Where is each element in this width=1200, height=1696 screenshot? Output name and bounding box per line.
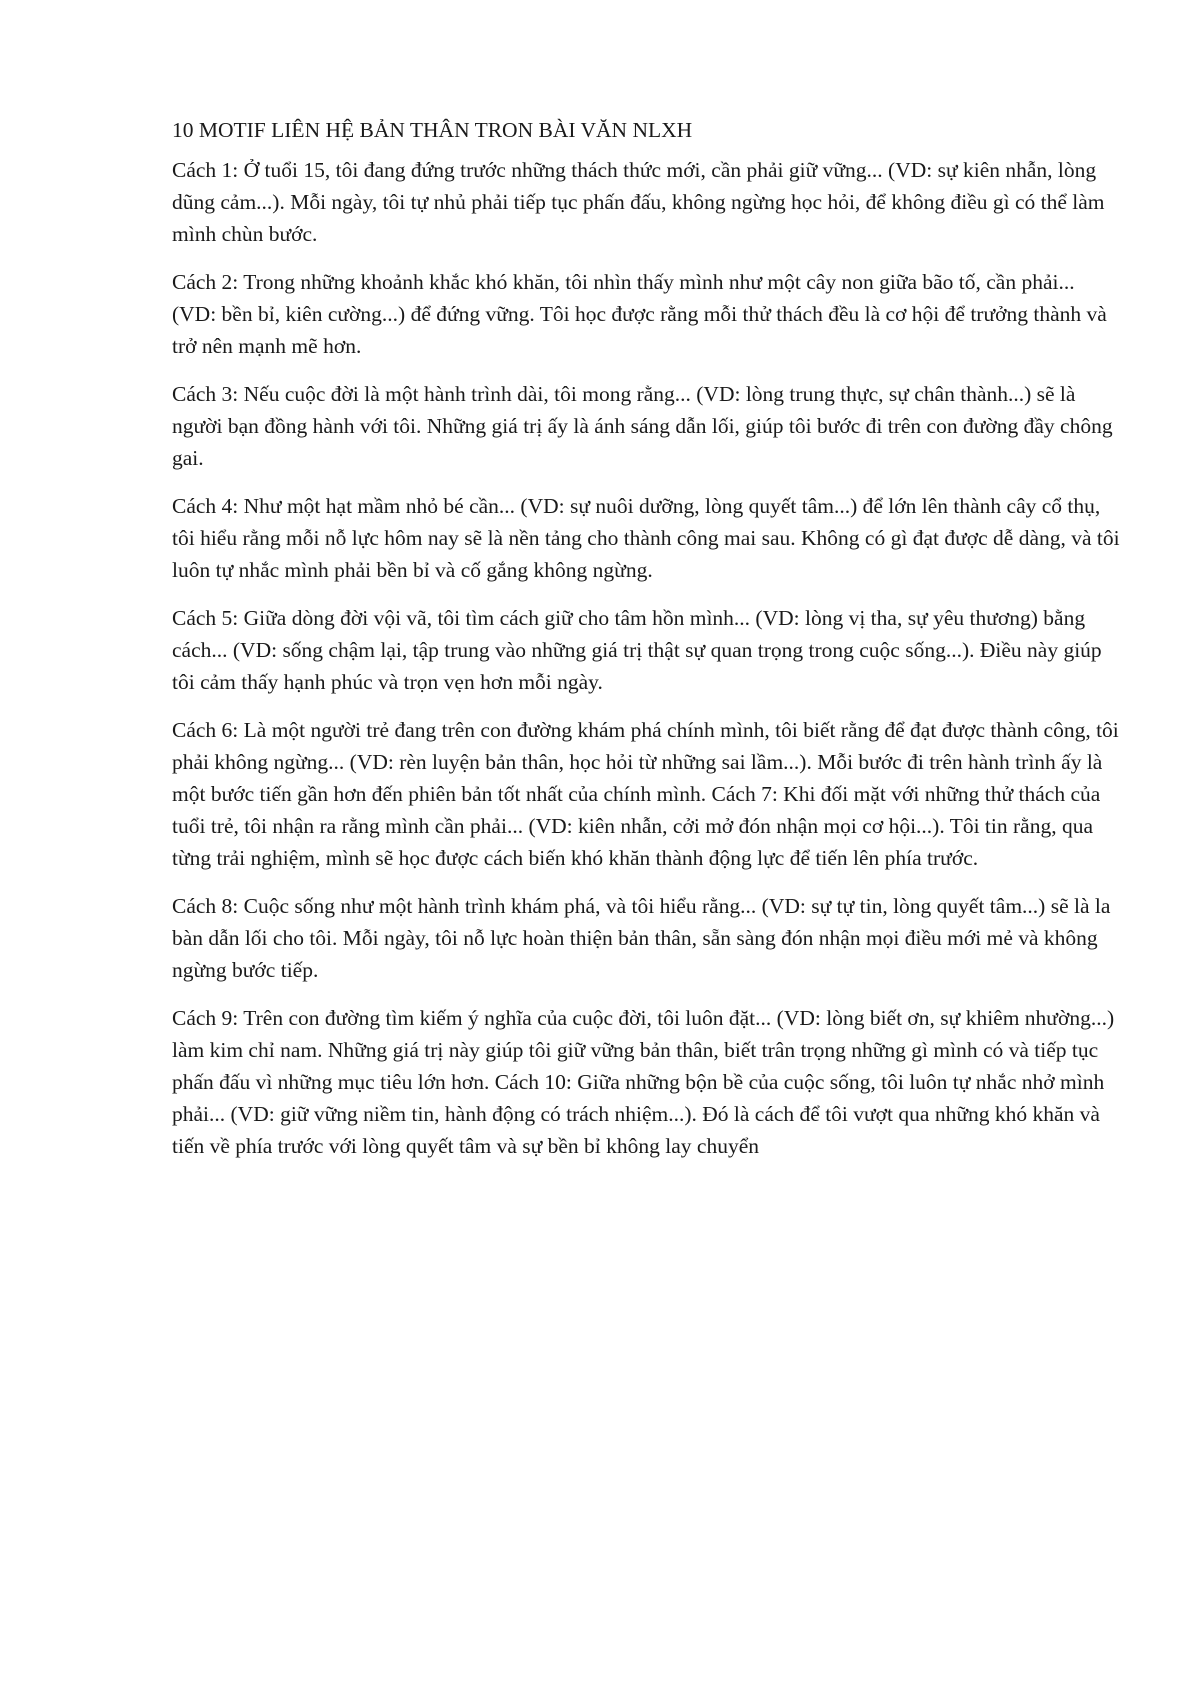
paragraph-cach-3: Cách 3: Nếu cuộc đời là một hành trình dài, tôi mong rằng... (VD: lòng trung thực, sự chân thành...) sẽ là người bạn đồng hành với tôi. Những giá trị ấy là ánh sáng dẫn lối, giúp tôi bước đi trên con đường đầy chông gai. — [172, 382, 1113, 470]
paragraph-cach-5: Cách 5: Giữa dòng đời vội vã, tôi tìm cách giữ cho tâm hồn mình... (VD: lòng vị tha, sự yêu thương) bằng cách... (VD: sống chậm lại, tập trung vào những giá trị thật sự quan trọng trong cuộc sống...). Điều này giúp tôi cảm thấy hạnh phúc và trọn vẹn hơn mỗi ngày. — [172, 606, 1102, 694]
paragraph-cach-4: Cách 4: Như một hạt mầm nhỏ bé cần... (VD: sự nuôi dưỡng, lòng quyết tâm...) để lớn lên thành cây cổ thụ, tôi hiểu rằng mỗi nỗ lực hôm nay sẽ là nền tảng cho thành công mai sau. Không có gì đạt được dễ dàng, và tôi luôn tự nhắc mình phải bền bỉ và cố gắng không ngừng. — [172, 494, 1120, 582]
paragraph-cach-6-7: Cách 6: Là một người trẻ đang trên con đường khám phá chính mình, tôi biết rằng để đạt được thành công, tôi phải không ngừng... (VD: rèn luyện bản thân, học hỏi từ những sai lầm...). Mỗi bước đi trên hành trình ấy là một bước tiến gần hơn đến phiên bản tốt nhất của chính mình. Cách 7: Khi đối mặt với những thử thách của tuổi trẻ, tôi nhận ra rằng mình cần phải... (VD: kiên nhẫn, cởi mở đón nhận mọi cơ hội...). Tôi tin rằng, qua từng trải nghiệm, mình sẽ học được cách biến khó khăn thành động lực để tiến lên phía trước. — [172, 718, 1119, 870]
document-title: 10 MOTIF LIÊN HỆ BẢN THÂN TRON BÀI VĂN NLXH — [172, 118, 693, 142]
paragraph-cach-9-10: Cách 9: Trên con đường tìm kiếm ý nghĩa của cuộc đời, tôi luôn đặt... (VD: lòng biết ơn, sự khiêm nhường...) làm kim chỉ nam. Những giá trị này giúp tôi giữ vững bản thân, biết trân trọng những gì mình có và tiếp tục phấn đấu vì những mục tiêu lớn hơn. Cách 10: Giữa những bộn bề của cuộc sống, tôi luôn tự nhắc nhở mình phải... (VD: giữ vững niềm tin, hành động có trách nhiệm...). Đó là cách để tôi vượt qua những khó khăn và tiến về phía trước với lòng quyết tâm và sự bền bỉ không lay chuyển — [172, 1006, 1115, 1158]
paragraph-cach-8: Cách 8: Cuộc sống như một hành trình khám phá, và tôi hiểu rằng... (VD: sự tự tin, lòng quyết tâm...) sẽ là la bàn dẫn lối cho tôi. Mỗi ngày, tôi nỗ lực hoàn thiện bản thân, sẵn sàng đón nhận mọi điều mới mẻ và không ngừng bước tiếp. — [172, 894, 1111, 982]
paragraph-cach-2: Cách 2: Trong những khoảnh khắc khó khăn, tôi nhìn thấy mình như một cây non giữa bão tố, cần phải... (VD: bền bỉ, kiên cường...) để đứng vững. Tôi học được rằng mỗi thử thách đều là cơ hội để trưởng thành và trở nên mạnh mẽ hơn. — [172, 270, 1107, 358]
document-body — [172, 114, 1122, 1178]
paragraph-cach-1: Cách 1: Ở tuổi 15, tôi đang đứng trước những thách thức mới, cần phải giữ vững... (VD: sự kiên nhẫn, lòng dũng cảm...). Mỗi ngày, tôi tự nhủ phải tiếp tục phấn đấu, không ngừng học hỏi, để không điều gì có thể làm mình chùn bước. — [172, 158, 1105, 246]
